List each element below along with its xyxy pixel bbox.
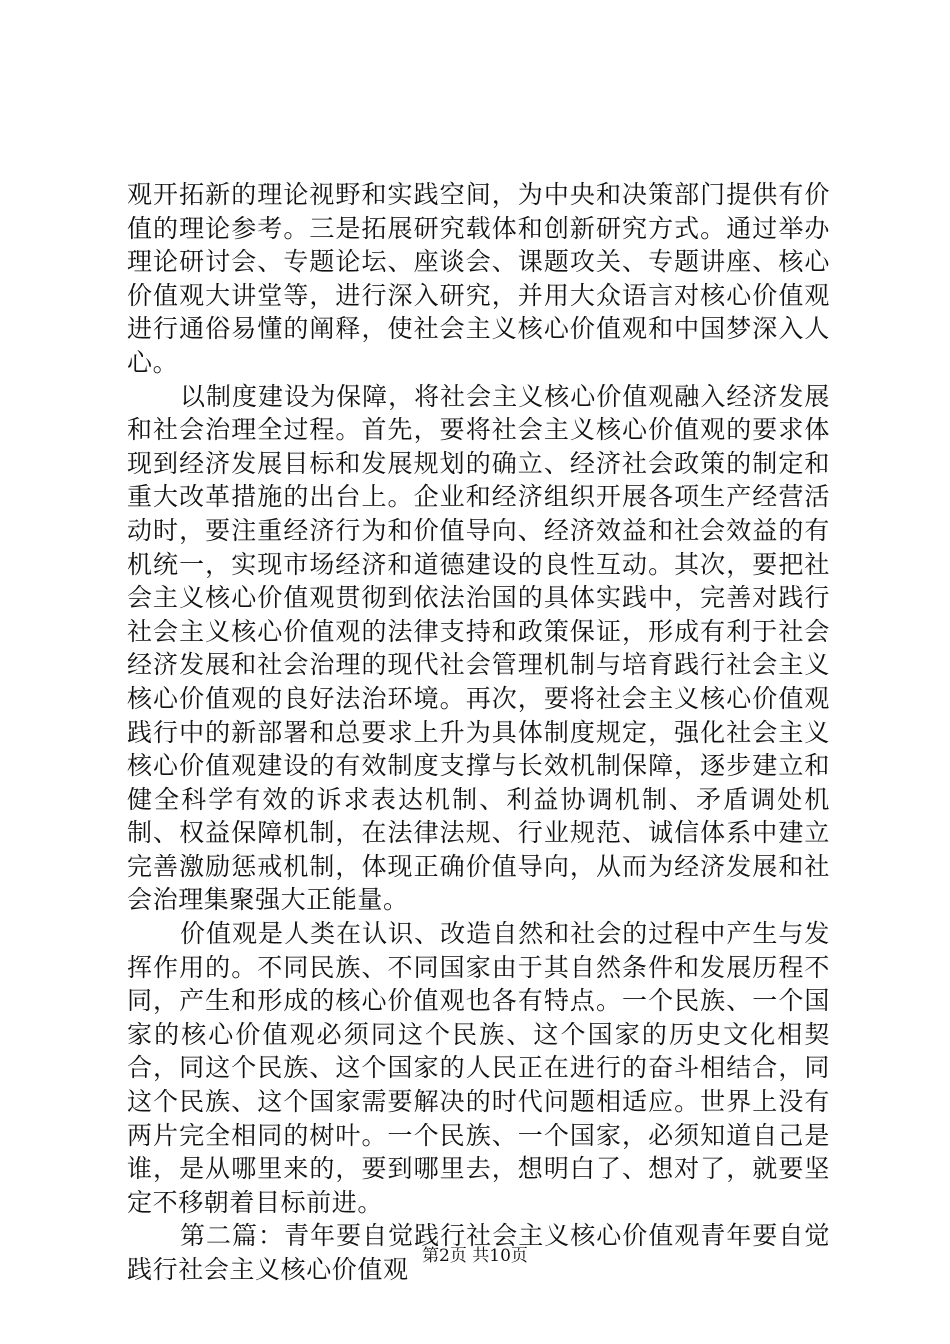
paragraph-institutional-guarantee: 以制度建设为保障，将社会主义核心价值观融入经济发展和社会治理全过程。首先，要将社会主义核心价值观的要求体现到经济发展目标和发展规划的确立、经济社会政策的制定和重大改革措施的出台上。企业和经济组织开展各项生产经营活动时，要注重经济行为和价值导向、经济效益和社会效益的有机统一，实现市场经济和道德建设的良性互动。其次，要把社会主义核心价值观贯彻到依法治国的具体实践中，完善对践行社会主义核心价值观的法律支持和政策保证，形成有利于社会经济发展和社会治理的现代社会管理机制与培育践行社会主义核心价值观的良好法治环境。再次，要将社会主义核心价值观践行中的新部署和总要求上升为具体制度规定，强化社会主义核心价值观建设的有效制度支撑与长效机制保障，逐步建立和健全科学有效的诉求表达机制、利益协调机制、矛盾调处机制、权益保障机制，在法律法规、行业规范、诚信体系中建立完善激励惩戒机制，体现正确价值导向，从而为经济发展和社会治理集聚强大正能量。 bbox=[127, 381, 830, 915]
document-body bbox=[127, 178, 830, 1287]
paragraph-values-definition: 价值观是人类在认识、改造自然和社会的过程中产生与发挥作用的。不同民族、不同国家由于其自然条件和发展历程不同，产生和形成的核心价值观也各有特点。一个民族、一个国家的核心价值观必须同这个民族、这个国家的历史文化相契合，同这个民族、这个国家的人民正在进行的奋斗相结合，同这个民族、这个国家需要解决的时代问题相适应。世界上没有两片完全相同的树叶。一个民族、一个国家，必须知道自己是谁，是从哪里来的，要到哪里去，想明白了、想对了，就要坚定不移朝着目标前进。 bbox=[127, 919, 830, 1217]
section-heading-part-two: 第二篇：青年要自觉践行社会主义核心价值观青年要自觉践行社会主义核心价值观 bbox=[127, 1221, 830, 1284]
paragraph-continuation: 观开拓新的理论视野和实践空间，为中央和决策部门提供有价值的理论参考。三是拓展研究载体和创新研究方式。通过举办理论研讨会、专题论坛、座谈会、课题攻关、专题讲座、核心价值观大讲堂等，进行深入研究，并用大众语言对核心价值观进行通俗易懂的阐释，使社会主义核心价值观和中国梦深入人心。 bbox=[127, 180, 830, 377]
page-number-footer: 第2页 共10页 bbox=[422, 1246, 528, 1266]
